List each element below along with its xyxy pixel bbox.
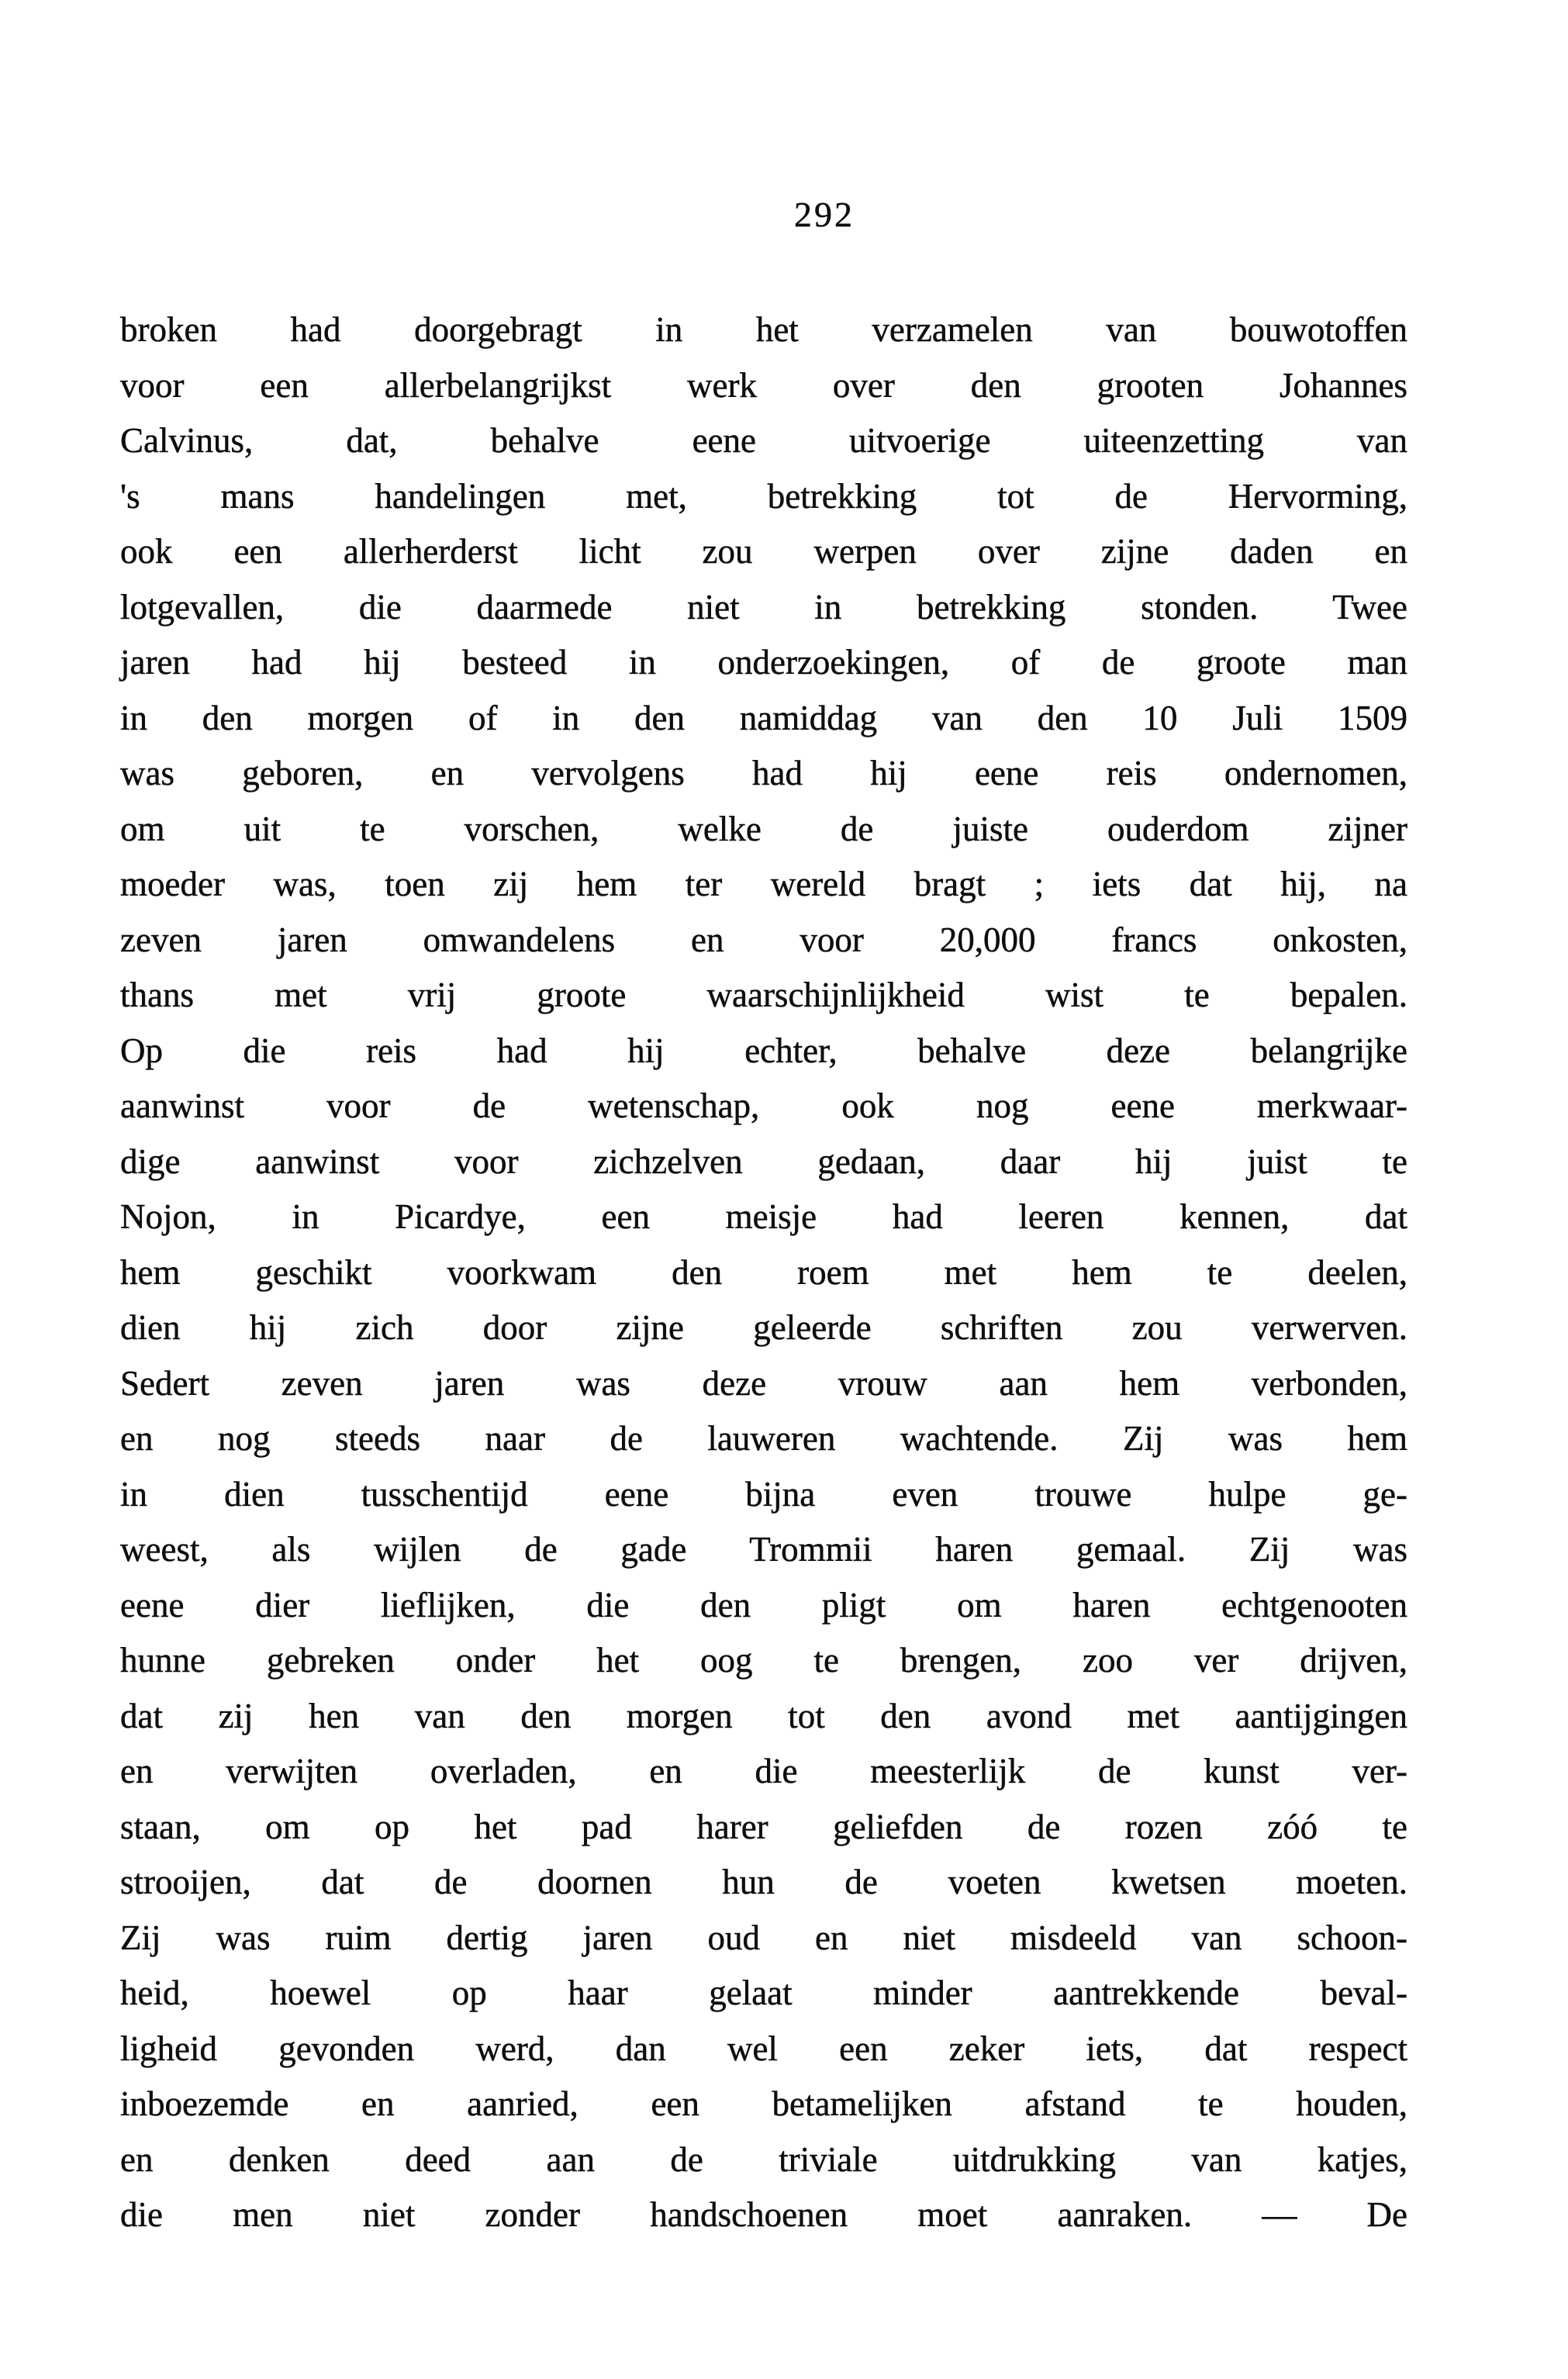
body-text xyxy=(120,302,1407,2243)
text-line: Calvinus, dat, behalve eene uitvoerige uiteenzetting van xyxy=(120,421,1407,460)
text-line: die men niet zonder handschoenen moet aanraken. — De xyxy=(120,2195,1407,2234)
text-line: heid, hoewel op haar gelaat minder aantrekkende beval- xyxy=(120,1973,1407,2012)
text-line: dige aanwinst voor zichzelven gedaan, daar hij juist te xyxy=(120,1141,1407,1181)
text-line: en denken deed aan de triviale uitdrukking van katjes, xyxy=(120,2139,1407,2179)
text-line: om uit te vorschen, welke de juiste ouderdom zijner xyxy=(120,809,1407,848)
text-line: dat zij hen van den morgen tot den avond met aantijgingen xyxy=(120,1696,1407,1735)
text-line: Op die reis had hij echter, behalve deze belangrijke xyxy=(120,1031,1407,1070)
text-line: zeven jaren omwandelens en voor 20,000 francs onkosten, xyxy=(120,920,1407,959)
text-line: in den morgen of in den namiddag van den 10 Juli 1509 xyxy=(120,698,1407,737)
text-line: staan, om op het pad harer geliefden de rozen zóó te xyxy=(120,1807,1407,1846)
text-line: voor een allerbelangrijkst werk over den grooten Johannes xyxy=(120,365,1407,405)
text-line: Sedert zeven jaren was deze vrouw aan hem verbonden, xyxy=(120,1363,1407,1403)
text-line: ligheid gevonden werd, dan wel een zeker iets, dat respect xyxy=(120,2029,1407,2068)
text-line: aanwinst voor de wetenschap, ook nog eene merkwaar- xyxy=(120,1086,1407,1125)
text-line: strooijen, dat de doornen hun de voeten kwetsen moeten. xyxy=(120,1863,1407,1901)
text-line: hunne gebreken onder het oog te brengen, zoo ver drijven, xyxy=(120,1641,1407,1680)
text-line: Zij was ruim dertig jaren oud en niet misdeeld van schoon- xyxy=(120,1918,1407,1957)
text-line: broken had doorgebragt in het verzamelen van bouwotoffen xyxy=(120,310,1407,349)
text-line: en verwijten overladen, en die meesterlijk de kunst ver- xyxy=(120,1752,1407,1790)
text-line: dien hij zich door zijne geleerde schriften zou verwerven. xyxy=(120,1308,1407,1347)
page-number: 292 xyxy=(794,195,855,234)
text-line: jaren had hij besteed in onderzoekingen, of de groote man xyxy=(120,643,1407,682)
text-line: was geboren, en vervolgens had hij eene reis ondernomen, xyxy=(120,754,1407,792)
text-line: moeder was, toen zij hem ter wereld bragt ; iets dat hij, na xyxy=(120,865,1407,903)
text-line: thans met vrij groote waarschijnlijkheid wist te bepalen. xyxy=(120,975,1407,1014)
text-line: hem geschikt voorkwam den roem met hem te deelen, xyxy=(120,1252,1407,1292)
text-line: eene dier lieflijken, die den pligt om haren echtgenooten xyxy=(120,1585,1407,1625)
text-line: Nojon, in Picardye, een meisje had leeren kennen, dat xyxy=(120,1197,1407,1236)
text-line: lotgevallen, die daarmede niet in betrekking stonden. Twee xyxy=(120,587,1407,627)
text-line: ook een allerherderst licht zou werpen over zijne daden en xyxy=(120,532,1407,571)
text-line: inboezemde en aanried, een betamelijken afstand te houden, xyxy=(120,2084,1407,2123)
text-line: en nog steeds naar de lauweren wachtende. Zij was hem xyxy=(120,1419,1407,1458)
text-line: in dien tusschentijd eene bijna even trouwe hulpe ge- xyxy=(120,1474,1407,1514)
text-line: 's mans handelingen met, betrekking tot de Hervorming, xyxy=(120,476,1407,516)
text-line: weest, als wijlen de gade Trommii haren gemaal. Zij was xyxy=(120,1530,1407,1569)
